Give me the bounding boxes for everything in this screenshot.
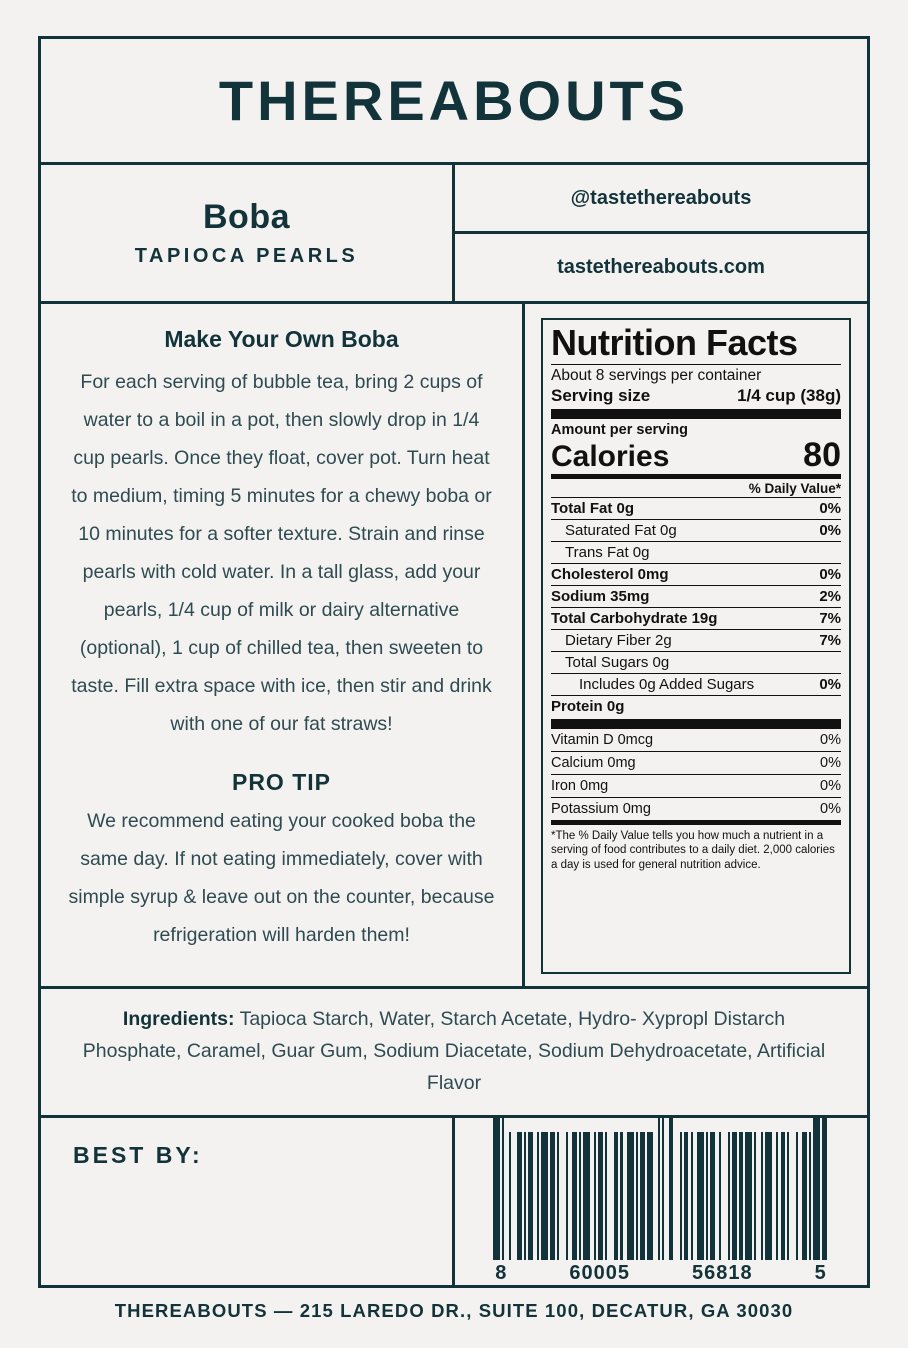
nutrient-row <box>551 585 841 607</box>
barcode-right-digit: 5 <box>814 1262 827 1284</box>
product-label <box>38 36 870 1288</box>
nutrition-footnote: *The % Daily Value tells you how much a nutrient in a serving of food contributes to a daily diet. 2,000 calories a day is used for general nutrition advice. <box>551 820 841 872</box>
nutrient-daily-value: 0% <box>819 521 841 539</box>
serving-size-label: Serving size <box>551 385 651 405</box>
nutrient-row <box>551 629 841 651</box>
calories-value: 80 <box>803 435 841 474</box>
vitamin-name: Calcium 0mg <box>551 754 636 771</box>
vitamin-row <box>551 751 841 774</box>
nutrient-name: Protein 0g <box>551 697 625 715</box>
ingredients-label: Ingredients: <box>122 1008 235 1030</box>
vitamin-row <box>551 774 841 797</box>
vitamin-name: Potassium 0mg <box>551 800 651 817</box>
recipe-body: For each serving of bubble tea, bring 2 cups of water to a boil in a pot, then slowly drop in 1/4 cup pearls. Once they float, cover pot. Turn heat to medium, timing 5 minutes for a chewy boba or 10 minutes for a softer texture. Strain and rinse pearls with cold water. In a tall glass, add your pearls, 1/4 cup of milk or dairy alternative (optional), 1 cup of chilled tea, then sweeten to taste. Fill extra space with ice, then stir and drink with one of our fat straws! <box>71 371 492 736</box>
nutrition-facts-box <box>541 318 851 974</box>
nutrient-name: Includes 0g Added Sugars <box>579 675 755 693</box>
calories-label: Calories <box>551 439 670 473</box>
vitamin-row <box>551 729 841 751</box>
barcode-middle-right: 56818 <box>691 1262 753 1284</box>
nutrient-row <box>551 673 841 695</box>
nutrient-name: Total Sugars 0g <box>565 653 670 671</box>
nutrient-daily-value: 0% <box>819 565 841 583</box>
ingredients-text: Tapioca Starch, Water, Starch Acetate, Hydro- Xypropl Distarch Phosphate, Caramel, Guar Gum, Sodium Diacetate, Sodium Dehydroacetate, Artificial Flavor <box>82 1008 826 1094</box>
product-name: Boba <box>203 197 290 236</box>
calories-row <box>551 435 841 474</box>
nutrient-row <box>551 541 841 563</box>
social-handle[interactable]: @tastethereabouts <box>455 165 867 235</box>
vitamin-name: Vitamin D 0mcg <box>551 731 654 748</box>
serving-size-row <box>551 386 841 409</box>
nutrient-name: Cholesterol 0mg <box>551 565 669 583</box>
nutrient-name: Sodium 35mg <box>551 587 650 605</box>
barcode-digits <box>493 1262 829 1285</box>
barcode-left-digit: 8 <box>495 1262 508 1284</box>
brand-title: THEREABOUTS <box>218 68 690 132</box>
product-name-cell <box>41 165 455 302</box>
nutrient-daily-value: 7% <box>819 631 841 649</box>
nutrient-row <box>551 651 841 673</box>
nutrient-row <box>551 519 841 541</box>
vitamin-daily-value: 0% <box>820 777 841 794</box>
vitamin-row <box>551 797 841 820</box>
nutrient-rows <box>551 497 841 717</box>
nutrient-row <box>551 695 841 717</box>
vitamin-daily-value: 0% <box>820 800 841 817</box>
instructions-and-nutrition <box>41 304 867 989</box>
barcode-bars <box>493 1118 829 1260</box>
recipe-panel <box>41 304 525 986</box>
nutrient-name: Dietary Fiber 2g <box>565 631 672 649</box>
serving-size-value: 1/4 cup (38g) <box>737 385 841 405</box>
nutrient-daily-value: 0% <box>819 675 841 693</box>
recipe-heading: Make Your Own Boba <box>164 326 399 353</box>
pro-tip-body: We recommend eating your cooked boba the same day. If not eating immediately, cover with simple syrup & leave out on the counter, because refrigeration will harden them! <box>68 810 495 947</box>
product-header <box>41 165 867 305</box>
nutrient-name: Total Carbohydrate 19g <box>551 609 718 627</box>
nutrient-name: Saturated Fat 0g <box>565 521 677 539</box>
nutrient-daily-value: 7% <box>819 609 841 627</box>
nutrient-row <box>551 563 841 585</box>
barcode-middle-left: 60005 <box>569 1262 630 1284</box>
nutrient-row <box>551 607 841 629</box>
servings-per-container: About 8 servings per container <box>551 366 762 384</box>
nutrient-row <box>551 497 841 519</box>
nutrient-daily-value: 0% <box>819 499 841 517</box>
amount-per-serving-label: Amount per serving <box>551 421 688 438</box>
brand-header <box>41 39 867 165</box>
address-footer: THEREABOUTS — 215 LAREDO DR., SUITE 100, DECATUR, GA 30030 <box>114 1300 794 1321</box>
best-by-label: BEST BY: <box>73 1142 203 1168</box>
vitamin-daily-value: 0% <box>820 754 841 771</box>
vitamin-rows <box>551 729 841 820</box>
barcode-cell <box>455 1118 867 1285</box>
nutrition-panel <box>525 304 867 986</box>
nutrient-daily-value: 2% <box>819 587 841 605</box>
nutrient-name: Trans Fat 0g <box>565 543 650 561</box>
pro-tip-heading: PRO TIP <box>231 769 331 796</box>
nutrient-name: Total Fat 0g <box>551 499 635 517</box>
bottom-row <box>41 1118 867 1285</box>
ingredients-section <box>41 989 867 1118</box>
barcode <box>493 1118 829 1285</box>
vitamin-daily-value: 0% <box>820 731 841 748</box>
daily-value-header: % Daily Value* <box>748 480 841 496</box>
contact-cell <box>455 165 867 302</box>
product-subtitle: TAPIOCA PEARLS <box>134 244 359 267</box>
vitamin-name: Iron 0mg <box>551 777 609 794</box>
nutrition-title: Nutrition Facts <box>551 322 798 364</box>
best-by-field[interactable] <box>41 1118 455 1285</box>
website-url[interactable]: tastethereabouts.com <box>557 256 765 279</box>
